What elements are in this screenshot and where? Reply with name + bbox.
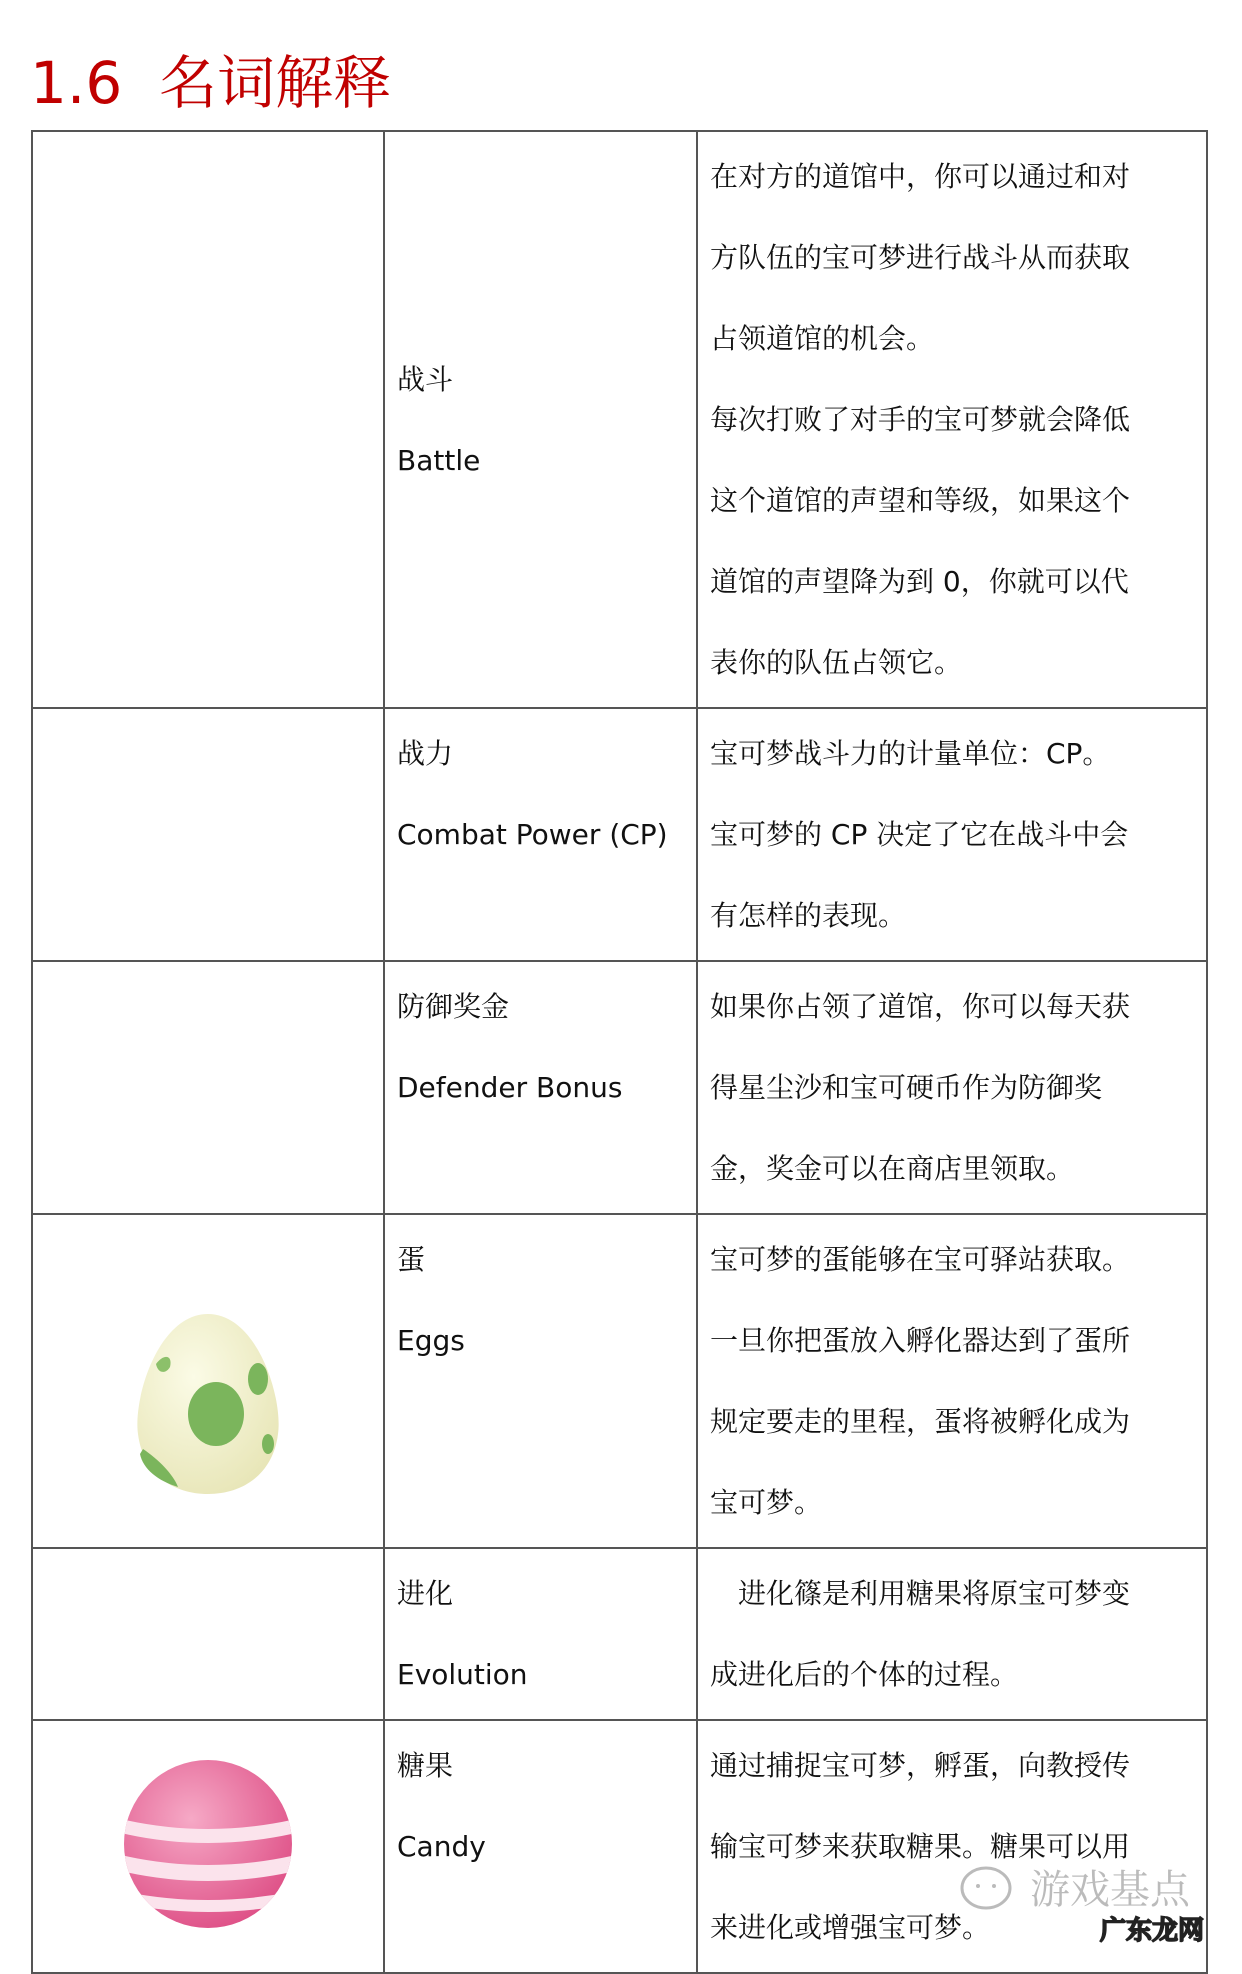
term-cn: 战力 [397, 737, 454, 770]
desc-line: 占领道馆的机会。 [710, 322, 935, 355]
image-cell [32, 1214, 384, 1548]
desc-line: 表你的队伍占领它。 [710, 646, 963, 679]
desc-line: 通过捕捉宝可梦，孵蛋，向教授传 [710, 1749, 1131, 1782]
desc-line: 宝可梦的蛋能够在宝可驿站获取。 [710, 1243, 1131, 1276]
desc-line: 道馆的声望降为到 0，你就可以代 [710, 565, 1129, 598]
desc-line: 成进化后的个体的过程。 [710, 1658, 1019, 1691]
table-row [32, 708, 1207, 961]
image-cell [32, 1720, 384, 1973]
table-row [32, 1548, 1207, 1720]
term-cn: 防御奖金 [397, 990, 510, 1023]
desc-line: 每次打败了对手的宝可梦就会降低 [710, 403, 1131, 436]
desc-line: 宝可梦战斗力的计量单位：CP。 [710, 737, 1111, 770]
term-cell [384, 1548, 697, 1720]
section-title: 1.6 名词解释 [30, 49, 392, 117]
desc-line: 来进化或增强宝可梦。 [710, 1911, 991, 1944]
desc-cell [697, 708, 1207, 961]
term-en: Defender Bonus [397, 1071, 623, 1104]
term-cell [384, 708, 697, 961]
table-row [32, 961, 1207, 1214]
term-cell [384, 1720, 697, 1973]
table-row [32, 131, 1207, 708]
egg-icon [128, 1309, 288, 1499]
desc-line: 在对方的道馆中，你可以通过和对 [710, 160, 1131, 193]
desc-line: 输宝可梦来获取糖果。糖果可以用 [710, 1830, 1131, 1863]
image-cell [32, 708, 384, 961]
term-cell [384, 131, 697, 708]
term-cn: 糖果 [397, 1749, 454, 1782]
desc-line: 宝可梦。 [710, 1486, 823, 1519]
desc-line: 宝可梦的 CP 决定了它在战斗中会 [710, 818, 1129, 851]
term-en: Evolution [397, 1658, 528, 1691]
image-cell [32, 961, 384, 1214]
desc-line: 得星尘沙和宝可硬币作为防御奖 [710, 1071, 1103, 1104]
desc-cell [697, 1214, 1207, 1548]
term-en: Eggs [397, 1324, 465, 1357]
table-row [32, 1214, 1207, 1548]
site-logo: 广东龙网 [1100, 1916, 1205, 1946]
glossary-table [31, 130, 1208, 1974]
desc-cell [697, 131, 1207, 708]
desc-cell [697, 961, 1207, 1214]
desc-line: 方队伍的宝可梦进行战斗从而获取 [710, 241, 1131, 274]
term-en: Candy [397, 1830, 486, 1863]
candy-icon [121, 1757, 296, 1932]
wechat-icon [958, 1862, 1028, 1922]
table-row [32, 1720, 1207, 1973]
image-cell [32, 1548, 384, 1720]
term-cell [384, 1214, 697, 1548]
desc-line: 如果你占领了道馆，你可以每天获 [710, 990, 1131, 1023]
watermark: 游戏基点 [1030, 1867, 1190, 1913]
term-cn: 蛋 [397, 1243, 426, 1276]
term-cn: 进化 [397, 1577, 454, 1610]
desc-line: 金，奖金可以在商店里领取。 [710, 1152, 1075, 1185]
desc-line: 有怎样的表现。 [710, 899, 907, 932]
term-cell [384, 961, 697, 1214]
desc-line: 一旦你把蛋放入孵化器达到了蛋所 [710, 1324, 1131, 1357]
desc-line: 这个道馆的声望和等级，如果这个 [710, 484, 1131, 517]
desc-line: 进化篠是利用糖果将原宝可梦变 [710, 1577, 1131, 1610]
image-cell [32, 131, 384, 708]
term-en: Combat Power (CP) [397, 818, 668, 851]
desc-line: 规定要走的里程，蛋将被孵化成为 [710, 1405, 1131, 1438]
term-cn: 战斗 [397, 362, 454, 396]
desc-cell [697, 1548, 1207, 1720]
term-en: Battle [397, 443, 481, 477]
